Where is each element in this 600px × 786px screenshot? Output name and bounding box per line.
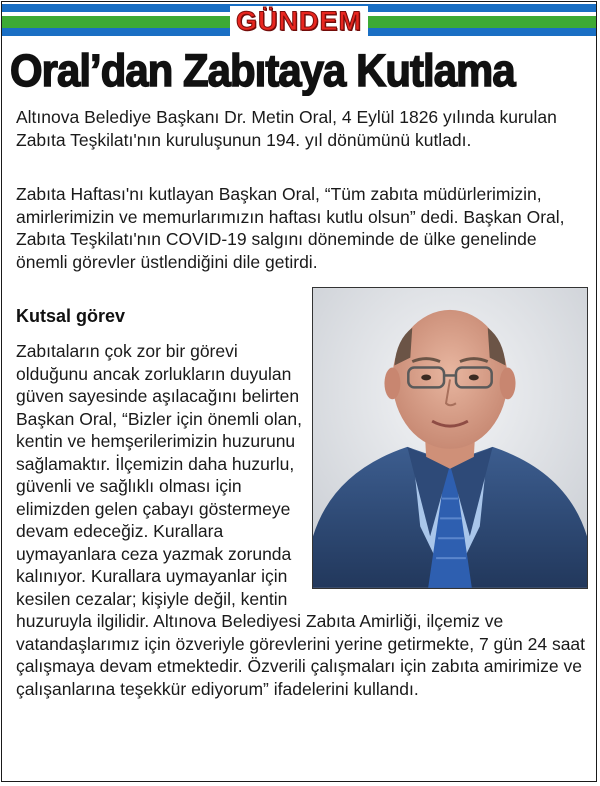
section-label: GÜNDEM	[230, 6, 368, 36]
portrait-illustration	[313, 288, 587, 588]
headline: Oral’dan Zabıtaya Kutlama	[10, 45, 515, 96]
band-stripe-white-bottom	[2, 36, 596, 42]
portrait-photo	[312, 287, 588, 589]
newspaper-clipping	[1, 1, 597, 782]
paragraph-second: Zabıta Haftası'nı kutlayan Başkan Oral, “Tüm zabıta müdürlerimizin, amirlerimizin ve memurlarımızın haftası kutlu olsun” dedi. Başkan Oral, Zabıta Teşkilatı'nın COVID-19 salgını döneminde de ülke genelinde önemli görevler üstlendiğini dile getirdi.	[16, 184, 565, 272]
subheading: Kutsal görev	[16, 306, 126, 326]
paragraph-intro: Altınova Belediye Başkanı Dr. Metin Oral, 4 Eylül 1826 yılında kurulan Zabıta Teşkilatı'nın kuruluşunun 194. yıl dönümünü kutladı.	[16, 107, 557, 150]
paragraph-body-text: Zabıtaların çok zor bir görevi olduğunu ancak zorlukların duyulan güven sayesinde aşılacağını belirten Başkan Oral, “Bizler için önemli olan, kentin ve hemşerilerimizin huzurunu sağlamaktır. İlçemizin daha huzurlu, güvenli ve sağlıklı olması için elimizden gelen çabayı göstermeye devam edeceğiz. Kurallara uymayanlara ceza yazmak zorunda kalınıyor. Kurallara uymayanlar için kesilen cezalar; kişiyle değil, kentin huzuruyla ilgilidir. Altınova Belediyesi Zabıta Amirliği, ilçemiz ve vatandaşlarımız için özveriyle görevlerini yerine getirmekte, 7 gün 24 saat çalışmaya devam etmektedir. Özverili çalışmaları için zabıta amirimize ve çalışanlarına teşekkür ediyorum” ifadelerini kullandı.	[16, 341, 586, 699]
section-header-band	[2, 2, 596, 46]
